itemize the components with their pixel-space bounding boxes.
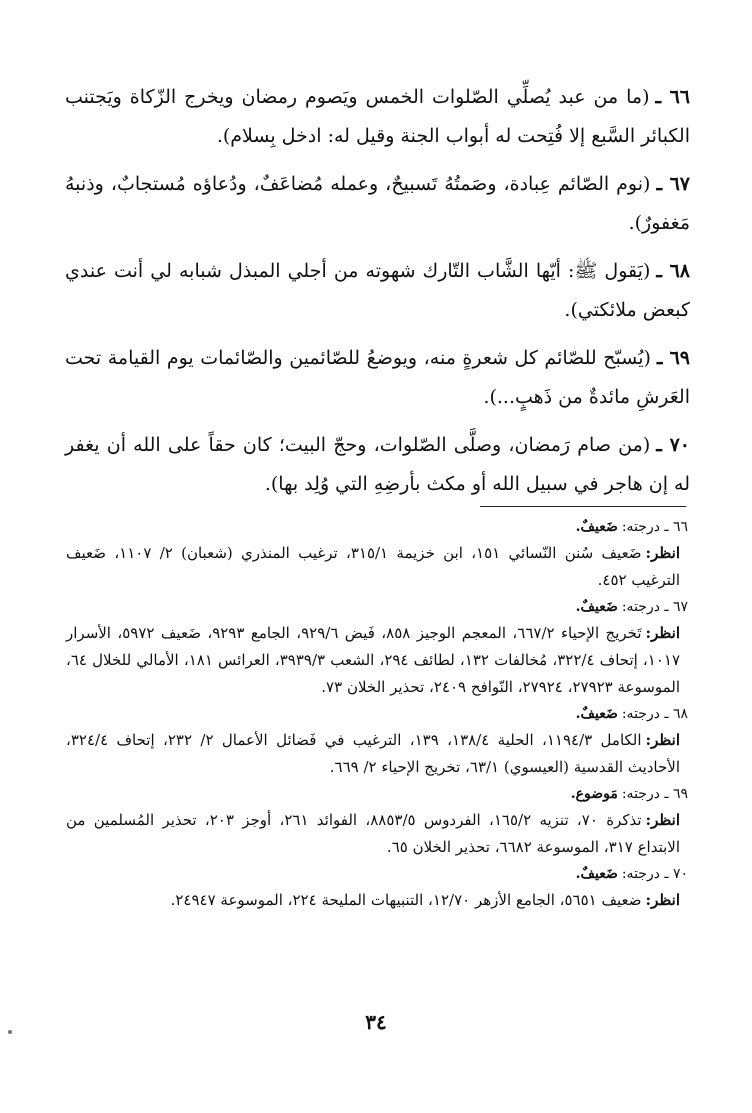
degree-label: ـ درجته: (621, 519, 669, 535)
hadith-69 (65, 339, 690, 417)
footnote-number: ٦٦ (672, 519, 688, 535)
hadith-67 (65, 165, 690, 243)
refs-text: تذكرة ٧٠، تنزيه ١٦٥/٢، الفردوس ٨٨٥٣/٥، الفوائد ٢٦١، أوجز ٢٠٣، تحذير المُسلمين من الابتداع ٣١٧، الموسوعة ٦٦٨٢، تحذير الخلان ٦٥. (66, 811, 680, 856)
hadith-text: (يَقول ﷺ: أيّها الشَّاب التّارك شهوته من أجلي المبذل شبابه لي أنت عندي كبعض ملائكتي). (65, 260, 690, 321)
footnote-references (66, 807, 688, 861)
refs-label: انظر: (645, 624, 680, 642)
hadith-number: ٦٧ ـ (656, 173, 690, 195)
footnote-66 (66, 514, 688, 594)
footnotes (66, 514, 688, 914)
degree-value: ضَعيفٌ. (575, 866, 618, 882)
degree-value: ضَعيفٌ. (575, 519, 618, 535)
degree-label: ـ درجته: (621, 599, 669, 615)
hadith-66 (65, 78, 690, 156)
footnote-degree-line (66, 781, 688, 807)
footnote-69 (66, 781, 688, 861)
page-number: ٣٤ (365, 1010, 387, 1034)
hadith-text: (نوم الصّائم عِبادة، وصَمتُهُ تَسبيحٌ، وعمله مُضاعَفٌ، ودُعاؤه مُستجابٌ، وذنبهُ مَغفورٌ). (65, 173, 690, 234)
footnote-number: ٧٠ (672, 866, 688, 882)
refs-text: ضَعيف سُنن النّسائي ١٥١، ابن خزيمة ٣١٥/١، ترغيب المنذري (شعبان) ٢/ ١١٠٧، ضَعيف الترغيب ٤٥٢. (66, 544, 680, 589)
hadith-text: (ما من عبد يُصلِّي الصّلوات الخمس ويَصوم رمضان ويخرج الزّكاة ويَجتنب الكبائر السَّبع إلا فُتِحت له أبواب الجنة وقيل له: ادخل بِسلام). (65, 86, 690, 147)
degree-value: ضَعيفٌ. (575, 706, 618, 722)
footnote-degree-line (66, 514, 688, 540)
degree-value: ضَعيفٌ. (575, 599, 618, 615)
hadith-number: ٦٩ ـ (656, 347, 690, 369)
footnote-70 (66, 861, 688, 914)
refs-label: انظر: (645, 891, 680, 909)
refs-label: انظر: (645, 731, 681, 749)
degree-label: ـ درجته: (621, 786, 669, 802)
footnote-references (66, 620, 688, 701)
degree-value: مَوضوع. (570, 786, 618, 802)
hadith-list (65, 78, 690, 513)
footnote-degree-line (66, 594, 688, 620)
footnote-number: ٦٩ (672, 786, 688, 802)
footnote-degree-line (66, 861, 688, 887)
footnote-67 (66, 594, 688, 701)
footnote-references (66, 540, 688, 594)
degree-label: ـ درجته: (621, 866, 669, 882)
footnote-number: ٦٧ (672, 599, 688, 615)
hadith-number: ٧٠ ـ (656, 434, 690, 456)
footnote-number: ٦٨ (672, 706, 688, 722)
degree-label: ـ درجته: (621, 706, 669, 722)
footnote-68 (66, 701, 688, 781)
refs-text: الكامل ١١٩٤/٣، الحلية ١٣٨/٤، ١٣٩، الترغيب في فَضائل الأعمال ٢/ ٢٣٢، إتحاف ٣٢٤/٤، الأحاديث القدسية (العيسوي) ٦٣/١، تخريج الإحياء ٢/ ٦٦٩. (66, 731, 680, 776)
refs-label: انظر: (645, 544, 681, 562)
footnote-degree-line (66, 701, 688, 727)
footnote-references (66, 727, 688, 781)
hadith-text: (من صام رَمضان، وصلَّى الصّلوات، وحجّ البيت؛ كان حقاً على الله أن يغفر له إن هاجر في سبيل الله أو مكث بأرضِهِ التي وُلِد بها). (65, 434, 690, 495)
hadith-number: ٦٦ ـ (655, 86, 690, 108)
refs-label: انظر: (645, 811, 680, 829)
hadith-text: (يُسبّح للصّائم كل شعرةٍ منه، ويوضعُ للصّائمين والصّائمات يوم القيامة تحت العَرشِ مائدةٌ من ذَهبٍ...). (65, 347, 690, 408)
footnote-separator (480, 506, 686, 507)
refs-text: ضعيف ٥٦٥١، الجامع الأزهر ١٢/٧٠، التنبيهات المليحة ٢٢٤، الموسوعة ٢٤٩٤٧. (170, 891, 642, 909)
footnote-references (66, 887, 688, 914)
hadith-number: ٦٨ ـ (656, 260, 690, 282)
hadith-68 (65, 252, 690, 330)
hadith-70 (65, 426, 690, 504)
refs-text: تَخريج الإحياء ٦٦٧/٢، المعجم الوجيز ٨٥٨، فَيض ٩٢٩/٦، الجامع ٩٢٩٣، ضَعيف ٥٩٧٢، الأسرار ١٠١٧، إتحاف ٣٢٢/٤، مُخالفات ١٣٢، لطائف ٢٩٤، الشعب ٣٩٣٩/٣، العرائس ١٨١، الأمالي للخلال ٦٤، الموسوعة ٢٧٩٢٣، ٢٧٩٢٤، النّوافح ٢٤٠٩، تحذير الخلان ٧٣. (66, 624, 681, 696)
scan-speck (8, 1030, 12, 1034)
